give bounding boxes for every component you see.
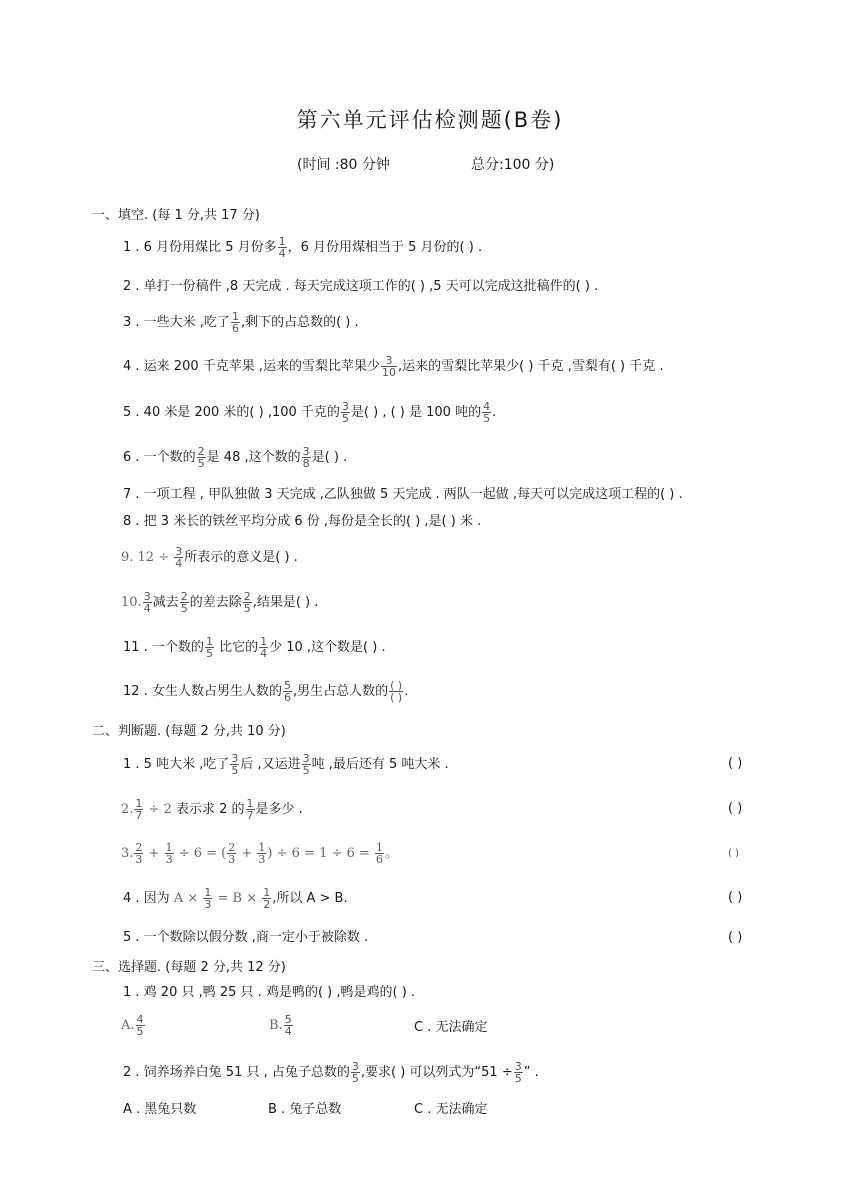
s2-question-2: 2. $\frac{1}{7}$ ÷ 2 表示求 2 的 $\frac{1}{7}$ 是多少 .: [121, 797, 303, 822]
fraction: $\frac{1}{7}$: [135, 797, 143, 822]
fraction: $\frac{5}{4}$: [284, 1013, 292, 1038]
fraction: $\frac{3}{5}$: [341, 400, 349, 425]
section-2-heading: 二、判断题. (每题 2 分,共 10 分): [92, 724, 286, 739]
s2-question-1: 1 . 5 吨大米 ,吃了 $\frac{3}{5}$ 后 ,又运进 $\frac{3}{5}$ 吨 ,最后还有 5 吨大米 .: [123, 752, 449, 777]
fraction: $\frac{3}{5}$: [302, 752, 310, 777]
fraction: $\frac{2}{3}$: [228, 841, 236, 866]
fraction: $\frac{3}{10}$: [382, 354, 397, 379]
s2-question-4: 4 . 因为 A × $\frac{1}{3}$ = B × $\frac{1}{2}$ ,所以 A > B.: [123, 886, 348, 911]
s1-question-2: 2 . 单打一份稿件 ,8 天完成 . 每天完成这项工作的( ) ,5 天可以完成这批稿件的( ) .: [123, 279, 599, 294]
fraction: $\frac{2}{5}$: [180, 590, 188, 615]
fraction: $\frac{1}{7}$: [246, 797, 254, 822]
total-score: 总分:100 分): [471, 157, 555, 173]
s2-question-5: 5 . 一个数除以假分数 ,商一定小于被除数 .: [123, 930, 369, 945]
s3-q2-option-b[interactable]: B . 兔子总数: [268, 1102, 342, 1117]
s1-question-8: 8 . 把 3 米长的铁丝平均分成 6 份 ,每份是全长的( ) ,是( ) 米 .: [123, 514, 482, 529]
s3-q1-option-a[interactable]: A. $\frac{4}{5}$: [121, 1013, 144, 1038]
fraction: $\frac{2}{5}$: [197, 445, 205, 470]
s1-question-6: 6 . 一个数的 $\frac{2}{5}$ 是 48 ,这个数的 $\frac{3}{8}$ 是( ) .: [123, 445, 348, 470]
answer-bracket[interactable]: ( ): [728, 756, 743, 771]
page-title: 第六单元评估检测题(B卷): [296, 108, 564, 132]
s3-q1-option-b[interactable]: B. $\frac{5}{4}$: [269, 1013, 292, 1038]
fraction: $\frac{3}{8}$: [302, 445, 310, 470]
fraction: $\frac{1}{4}$: [260, 635, 268, 660]
fraction: $\frac{1}{4}$: [278, 235, 286, 260]
fraction: $\frac{3}{4}$: [175, 545, 183, 570]
fraction: $\frac{2}{3}$: [135, 841, 143, 866]
s3-q1-option-c[interactable]: C . 无法确定: [414, 1020, 488, 1035]
s1-question-4: 4 . 运来 200 千克苹果 ,运来的雪梨比苹果少 $\frac{3}{10}$ ,运来的雪梨比苹果少( ) 千克 ,雪梨有( ) 千克 .: [123, 354, 664, 379]
s1-question-9: 9. 12 ÷ $\frac{3}{4}$ 所表示的意义是( ) .: [121, 545, 298, 570]
fraction-blank: $\frac{( )}{( )}$: [390, 679, 403, 704]
fraction: $\frac{3}{5}$: [514, 1060, 522, 1085]
fraction: $\frac{2}{5}$: [243, 590, 251, 615]
s1-question-5: 5 . 40 米是 200 米的( ) ,100 千克的 $\frac{3}{5}$ 是( ) , ( ) 是 100 吨的 $\frac{4}{5}$ .: [123, 400, 497, 425]
s3-question-2: 2 . 饲养场养白兔 51 只 , 占兔子总数的 $\frac{3}{5}$ ,要求( ) 可以列式为“51 ÷ $\frac{3}{5}$ ” .: [123, 1060, 539, 1085]
s1-question-12: 12 . 女生人数占男生人数的 $\frac{5}{6}$ ,男生占总人数的 $\frac{( )}{( )}$ .: [123, 679, 409, 704]
s1-question-7: 7 . 一项工程 , 甲队独做 3 天完成 ,乙队独做 5 天完成 . 两队一起做 ,每天可以完成这项工程的( ) .: [123, 487, 683, 502]
answer-bracket[interactable]: ( ): [728, 930, 743, 945]
s3-question-1: 1 . 鸡 20 只 ,鸭 25 只 . 鸡是鸭的( ) ,鸭是鸡的( ) .: [123, 985, 416, 1000]
s1-question-3: 3 . 一些大米 ,吃了 $\frac{1}{6}$ ,剩下的占总数的( ) .: [123, 310, 359, 335]
fraction: $\frac{1}{5}$: [205, 635, 213, 660]
fraction: $\frac{4}{5}$: [483, 400, 491, 425]
answer-bracket[interactable]: ( ): [728, 801, 743, 816]
answer-bracket[interactable]: ( ): [728, 890, 743, 905]
s1-question-10: 10. $\frac{3}{4}$ 减去 $\frac{2}{5}$ 的差去除 $\frac{2}{5}$ ,结果是( ) .: [121, 590, 319, 615]
fraction: $\frac{1}{6}$: [231, 310, 239, 335]
time-limit: (时间 :80 分钟: [297, 157, 390, 173]
section-3-heading: 三、选择题. (每题 2 分,共 12 分): [92, 960, 286, 975]
s2-question-3: 3. $\frac{2}{3}$ + $\frac{1}{3}$ ÷ 6 = ( $\frac{2}{3}$ + $\frac{1}{3}$ ) ÷ 6 = 1 ÷ 6 = $\frac{1}{6}$ 。: [121, 841, 398, 866]
s1-question-11: 11 . 一个数的 $\frac{1}{5}$ 比它的 $\frac{1}{4}$ 少 10 ,这个数是( ) .: [123, 635, 386, 660]
fraction: $\frac{1}{2}$: [263, 886, 271, 911]
fraction: $\frac{4}{5}$: [136, 1013, 144, 1038]
fraction: $\frac{1}{3}$: [165, 841, 173, 866]
s3-q2-option-c[interactable]: C . 无法确定: [414, 1102, 488, 1117]
fraction: $\frac{3}{5}$: [351, 1060, 359, 1085]
section-1-heading: 一、填空. (每 1 分,共 17 分): [92, 208, 260, 223]
fraction: $\frac{3}{5}$: [231, 752, 239, 777]
answer-bracket[interactable]: ( ): [728, 848, 739, 859]
fraction: $\frac{1}{3}$: [204, 886, 212, 911]
s3-q2-option-a[interactable]: A . 黑兔只数: [123, 1102, 197, 1117]
fraction: $\frac{1}{3}$: [258, 841, 266, 866]
fraction: $\frac{1}{6}$: [375, 841, 383, 866]
s1-question-1: 1 . 6 月份用煤比 5 月份多 $\frac{1}{4}$ ，6 月份用煤相当于 5 月份的( ) .: [123, 235, 483, 260]
fraction: $\frac{5}{6}$: [283, 679, 291, 704]
fraction: $\frac{3}{4}$: [143, 590, 151, 615]
